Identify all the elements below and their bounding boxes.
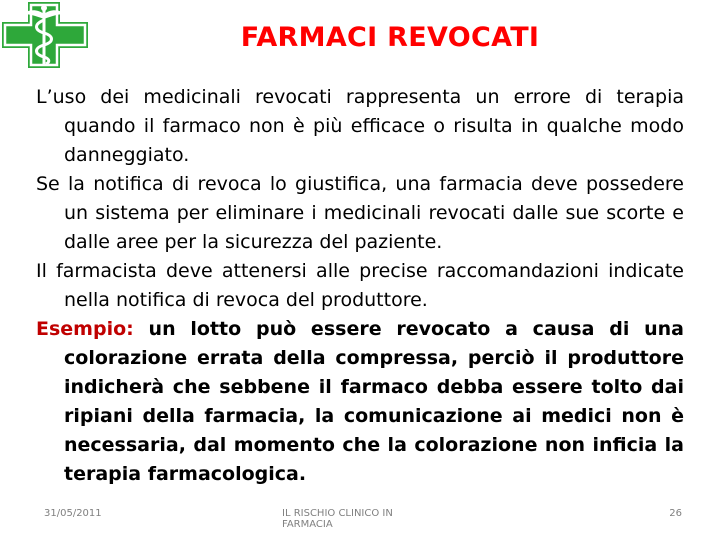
- footer-date: 31/05/2011: [44, 508, 102, 519]
- slide-title: FARMACI REVOCATI: [240, 22, 540, 53]
- pharmacy-cross-logo-icon: [0, 0, 90, 70]
- paragraph-recommendations: Il farmacista deve attenersi alle precise raccomandazioni indicate nella notifica di revoca del produttore.: [36, 260, 684, 311]
- example-text: un lotto può essere revocato a causa di una colorazione errata della compressa, perciò il produttore indicherà che sebbene il farmaco debba essere tolto dai ripiani della farmacia, la comunicazione ai medici non è necessaria, dal momento che la colorazione non inficia la terapia farmacologica.: [64, 318, 684, 485]
- footer-title: IL RISCHIO CLINICO IN FARMACIA: [282, 508, 393, 530]
- paragraph-example: [36, 315, 684, 489]
- paragraph-system: Se la notifica di revoca lo giustifica, una farmacia deve possedere un sistema per eliminare i medicinali revocati dalle sue scorte e dalle aree per la sicurezza del paziente.: [36, 173, 684, 253]
- slide-body: [36, 83, 684, 489]
- page-number: 26: [669, 508, 682, 519]
- paragraph-definition: L’uso dei medicinali revocati rappresenta un errore di terapia quando il farmaco non è più efficace o risulta in qualche modo danneggiato.: [36, 86, 684, 166]
- example-label: Esempio:: [36, 318, 134, 340]
